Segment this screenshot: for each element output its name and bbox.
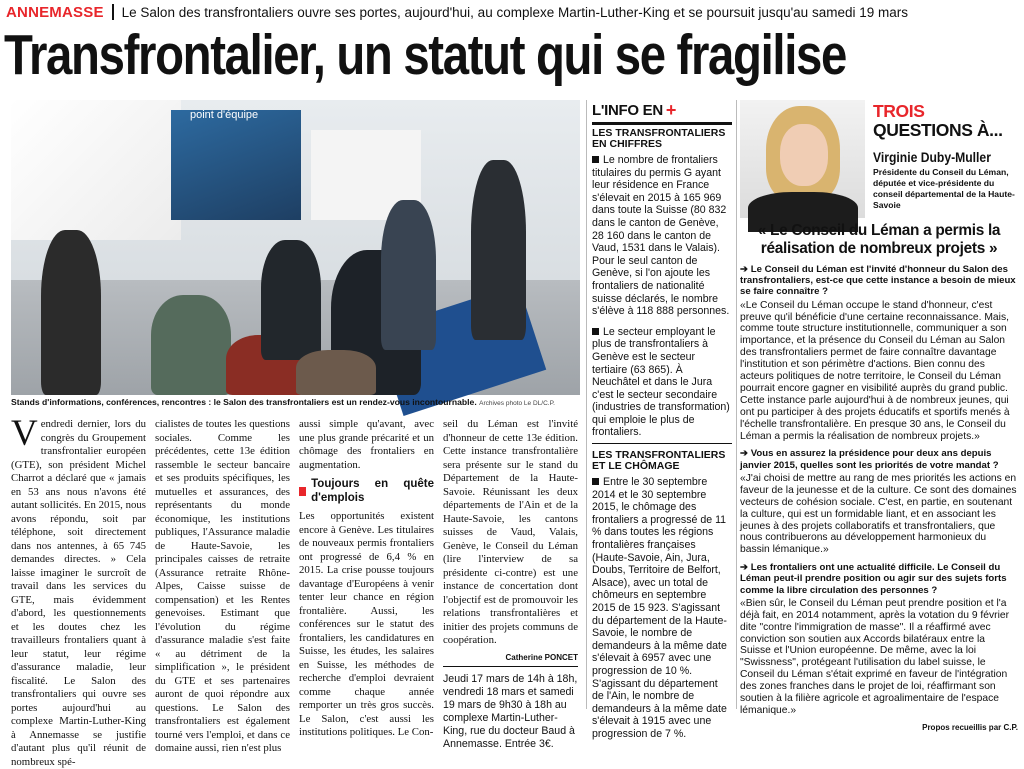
photo-person	[41, 230, 101, 395]
answer: «J'ai choisi de mettre au rang de mes priorités les actions en faveur de la jeunesse et de la culture. Ce sont des domaines vecteurs de cohésion sociale. C'est, en partie, en soutenant la culture, qui est un formidable liant, et en associant les jeunes à des projets collaboratifs et transfrontaliers, que nous contribuerons au développement harmonieux du bassin lémanique.»	[740, 472, 1017, 556]
interview-credit: Propos recueillis par C.P.	[922, 722, 1018, 732]
square-bullet-icon	[592, 478, 599, 485]
kicker-text: Le Salon des transfrontaliers ouvre ses portes, aujourd'hui, au complexe Martin-Luther-King et se poursuit jusqu'au samedi 19 mars	[121, 4, 908, 20]
info-header	[592, 100, 732, 120]
caption-text: Stands d'informations, conférences, rencontres : le Salon des transfrontaliers est un rendez-vous incontournable.	[11, 397, 477, 407]
info-text: Entre le 30 septembre 2014 et le 30 septembre 2015, le chômage des frontaliers a progressé de 11 % dans toutes les régions frontalières françaises (Haute-Savoie, Ain, Jura, Doubs, Territoire de Belfort, Alsace), avec un total de chômeurs en septembre 2015 de 15 923. S'agissant du département de la Haute-Savoie, le nombre de demandeurs à la même date s'élevait à 6957 avec une progression de 10 %. S'agissant du département de l'Ain, le nombre de demandeurs à la même date s'élevait à 1915 avec une progression de 7 %.	[592, 476, 727, 740]
photo-person	[471, 160, 526, 340]
interview-title-trois: TROIS	[873, 101, 925, 121]
info-header-text: L'INFO EN	[592, 101, 663, 119]
question: ➔ Le Conseil du Léman est l'invité d'honneur du Salon des transfrontaliers, est-ce que cette instance a besoin de mieux se faire connaître ?	[740, 264, 1016, 298]
portrait-photo	[740, 100, 865, 218]
info-section-title: LES TRANSFRONTALIERS EN CHIFFRES	[592, 127, 726, 150]
dropcap: V	[11, 413, 38, 454]
event-info: Jeudi 17 mars de 14h à 18h, vendredi 18 mars et samedi 19 mars de 9h30 à 18h au complexe Martin-Luther-King, rue du docteur Baud à Annemasse. Entrée 3€.	[443, 673, 578, 750]
column-divider	[736, 100, 737, 709]
photo-person	[151, 295, 231, 395]
red-square-marker	[299, 487, 306, 496]
article-column-1	[11, 413, 146, 768]
plus-icon: +	[665, 100, 677, 120]
info-text: Le secteur employant le plus de transfrontaliers à Genève est le secteur tertiaire (63 865). À Neuchâtel et dans le Jura c'est le secteur secondaire (industries de transformation) qui emploie le plus de frontaliers.	[592, 325, 730, 439]
city-label: ANNEMASSE	[6, 3, 104, 21]
pull-quote: « Le Conseil du Léman a permis la réalisation de nombreux projets »	[757, 222, 1001, 257]
photo-person	[296, 350, 376, 395]
divider	[592, 122, 732, 125]
answer: «Le Conseil du Léman occupe le stand d'honneur, c'est preuve qu'il bénéficie d'une certaine reconnaissance. Mais, comme toute structure institutionnelle, communiquer a son importance, et la présence du Conseil du Léman au Salon des transfrontaliers permet de faire connaître davantage l'institution et son périmètre d'actions. Bien connu des acteurs politiques de notre territoire, le Conseil du Léman pourrait encore gagner en visibilité auprès du grand public. Cette instance parle aujourd'hui à de nombreux jeunes, qui ont pu participer à des projets éducatifs et sportifs menés à l'échelle transfrontalière. En presque 30 ans, le Conseil du Léman a permis la réalisation de nombreux projets.»	[740, 299, 1010, 442]
photo-left-panel	[11, 100, 181, 240]
photo-stand-sign: point d'équipe	[190, 109, 259, 121]
interviewee-role: Présidente du Conseil du Léman, députée et vice-présidente du conseil départemental de la Haute-Savoie	[873, 167, 1015, 210]
info-paragraph	[592, 154, 732, 318]
article-column-2	[155, 418, 290, 754]
salon-photo	[11, 100, 580, 395]
article-text: cialistes de toutes les questions sociales. Comme les précédentes, cette 13e édition rassemble le secteur bancaire et ses produits spécifiques, les mutuelles et assurances, des représentants du monde économique, les institutions publiques, l'Assurance maladie de Haute-Savoie, les principales caisses de retraite (Assurance retraite Rhône-Alpes, Caisse suisse de compensation) et les Rentes genevoises. Estimant que l'évolution du régime d'assurance maladie s'est faite « au détriment de la simplification », le président du GTE et ses partenaires auront de quoi répondre aux questions. Le Salon des transfrontaliers est également tourné vers l'emploi, et dans ce domaine aussi, rien n'est plus	[155, 418, 290, 754]
article-text: aussi simple qu'avant, avec une plus grande précarité et un chômage des frontaliers en augmentation.	[299, 418, 434, 471]
answer: «Bien sûr, le Conseil du Léman peut prendre position et l'a déjà fait, en 2014 notamment, après la votation du 9 février dite "contre l'immigration de masse". Il a réaffirmé avec conviction son soutien aux Accords bilatéraux entre la Suisse et l'Union européenne. De même, avec la loi "Swissness", protégeant l'utilisation du label suisse, le Conseil du Léman s'était exprimé en faveur de l'intégration des zones franches dans le projet de loi, réaffirmant son soutien à la filière agricole et agroalimentaire de l'espace lémanique.»	[740, 597, 1010, 716]
portrait-face	[780, 124, 828, 186]
article-column-4	[443, 418, 578, 750]
divider	[592, 443, 732, 444]
article-text: Les opportunités existent encore à Genève. Les titulaires de nouveaux permis frontaliers ont progressé de 6,4 % en 2015. La crise pousse toujours davantage d'Européens à venir tenter leur chance en région frontalière. Aussi, les conférences sur le statut des frontaliers, les candidatures en Suisse, les études, les salaires en Suisse, les méthodes de recherche d'emploi devraient comme chaque année remporter un très gros succès. Le Salon, c'est aussi les institutions politiques. Le Con-	[299, 510, 434, 738]
photo-credit: Archives photo Le DL/C.P.	[479, 400, 555, 407]
interview-title	[873, 102, 1003, 140]
interviewee-name: Virginie Duby-Muller	[873, 150, 991, 165]
photo-person	[261, 240, 321, 360]
square-bullet-icon	[592, 328, 599, 335]
info-section-title: LES TRANSFRONTALIERS ET LE CHÔMAGE	[592, 449, 726, 473]
question: ➔ Les frontaliers ont une actualité difficile. Le Conseil du Léman peut-il prendre position ou agir sur des sujets forts comme la libre circulation des personnes ?	[740, 562, 1007, 596]
interview-title-questions: QUESTIONS À...	[873, 120, 1003, 140]
subhead-text: Toujours en quête d'emplois	[311, 478, 434, 504]
article-subhead	[299, 478, 434, 505]
author-signature: Catherine PONCET	[505, 652, 578, 662]
kicker-separator	[112, 4, 114, 20]
info-text: Le nombre de frontaliers titulaires du permis G ayant leur résidence en France s'élevait en 2015 à 165 969 dans toute la Suisse (80 832 dans le canton de Genève, 28 160 dans le canton de Vaud, 1531 dans le Valais). Pour le seul canton de Genève, si l'on ajoute les frontaliers de nationalité suisse déclarés, le nombre s'élève à 118 888 personnes.	[592, 154, 730, 318]
article-text: seil du Léman est l'invité d'honneur de cette 13e édition. Cette instance transfrontalière sera présente sur le stand du Département de la Haute-Savoie. Réunissant les deux départements de l'Ain et de la Haute-Savoie, les cantons suisses de Vaud, Valais, Genève, le Conseil du Léman (lire l'interview de sa présidente ci-contre) est une instance de concertation dont l'objectif est de promouvoir les relations transfrontalières et initier des projets communs de coopération.	[443, 418, 578, 646]
article-text: endredi dernier, lors du congrès du Groupement transfrontalier européen (GTE), son président Michel Charrot a déclaré que « jamais en 53 ans nous n'avons été autant sollicités. En 2015, nous avons répondu, soit par téléphone, soit directement dans nos antennes, à 65 745 demandes directes. » Cela laisse imaginer le surcroît de travail dans les services du GTE, mais évidemment d'abord, les questionnements et les doutes chez les travailleurs frontaliers quant à leur statut, leur régime d'assurance maladie, leur fiscalité. Le Salon des transfrontaliers qui ouvre ses portes aujourd'hui au complexe Martin-Luther-King à Annemasse se justifie d'autant plus qu'il réunit de nombreux spé-	[11, 418, 146, 768]
photo-person	[381, 200, 436, 350]
info-paragraph	[592, 326, 732, 439]
square-bullet-icon	[592, 156, 599, 163]
column-divider	[586, 100, 587, 709]
article-paragraph	[11, 413, 146, 769]
question: ➔ Vous en assurez la présidence pour deux ans depuis janvier 2015, quelles sont les priorités de votre mandat ?	[740, 448, 999, 471]
interviewee	[873, 150, 1018, 211]
article-body	[11, 413, 580, 768]
info-paragraph	[592, 476, 732, 740]
interview-sidebar	[740, 100, 1018, 732]
divider	[443, 666, 578, 667]
article-column-3	[299, 418, 434, 738]
photo-caption	[11, 397, 580, 407]
info-sidebar	[592, 100, 732, 740]
questions-answers	[740, 264, 1018, 732]
headline: Transfrontalier, un statut qui se fragilise	[4, 23, 846, 87]
